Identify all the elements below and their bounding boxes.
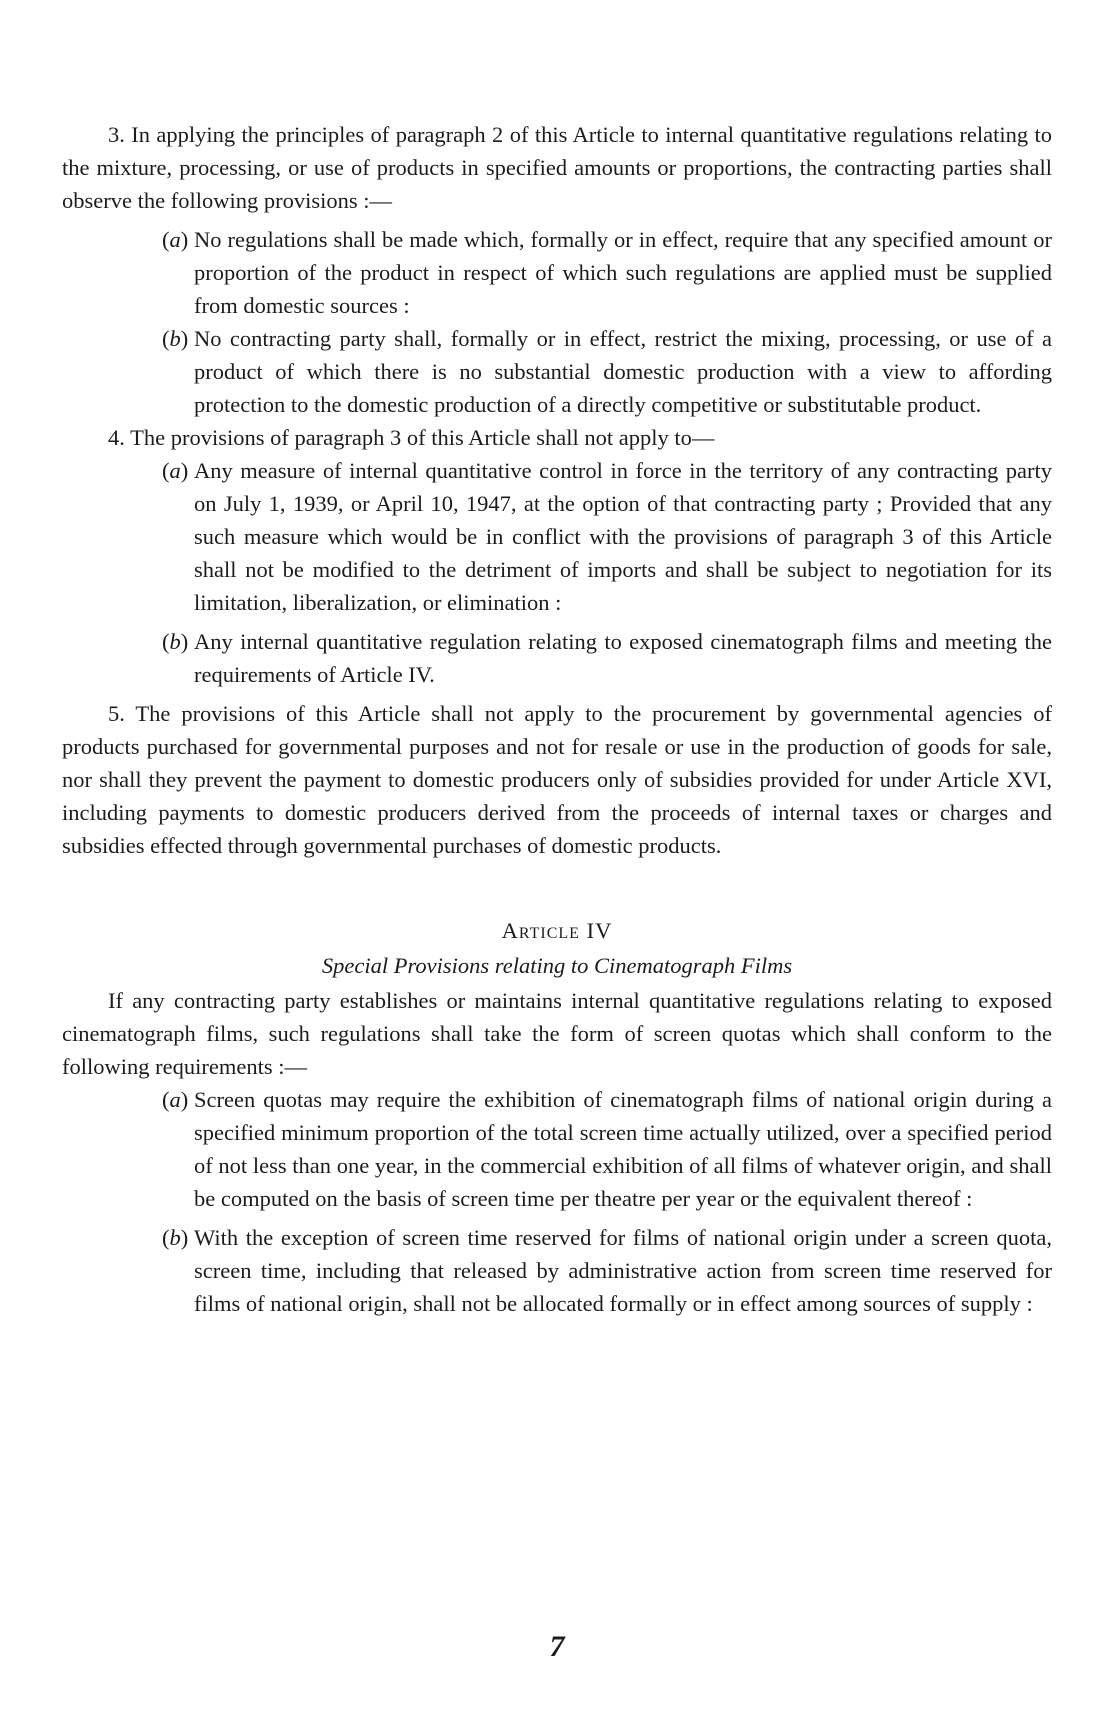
item-text: Any internal quantitative regulation relating to exposed cinematograph films and meeting the requirements of Article IV. [194,629,1052,687]
item-label: (a) [162,1087,189,1112]
paragraph-4-intro: 4. The provisions of paragraph 3 of this Article shall not apply to— [108,425,715,450]
article-heading: Article IV [501,918,613,943]
item-label: (a) [162,458,189,483]
item-text: No contracting party shall, formally or in effect, restrict the mixing, processing, or use of a product of which there is no substantial domestic production with a view to affording protection to the domestic production of a directly competitive or substitutable product. [194,326,1052,417]
article-4-item-b [62,1221,1052,1320]
paragraph-5: 5. The provisions of this Article shall not apply to the procurement by governmental agencies of products purchased for governmental purposes and not for resale or use in the production of goods for sale, nor shall they prevent the payment to domestic producers only of subsidies provided for under Article XVI, including payments to domestic producers derived from the proceeds of internal taxes or charges and subsidies effected through governmental purchases of domestic products. [62,701,1052,858]
item-text: Screen quotas may require the exhibition of cinematograph films of national origin during a specified minimum proportion of the total screen time actually utilized, over a specified period of not less than one year, in the commercial exhibition of all films of whatever origin, and shall be computed on the basis of screen time per theatre per year or the equivalent thereof : [194,1087,1052,1211]
article-4-intro: If any contracting party establishes or maintains internal quantitative regulations relating to exposed cinematograph films, such regulations shall take the form of screen quotas which shall conform to the following requirements :— [62,988,1052,1079]
document-page [62,118,1052,1320]
item-text: No regulations shall be made which, formally or in effect, require that any specified amount or proportion of the product in respect of which such regulations are applied must be supplied from domestic sources : [194,227,1052,318]
article-4-item-a [62,1083,1052,1215]
paragraph-3-item-a [62,223,1052,322]
item-label: (b) [162,629,189,654]
paragraph-4-item-b [62,625,1052,691]
item-label: (a) [162,227,189,252]
item-text: With the exception of screen time reserved for films of national origin under a screen quota, screen time, including that released by administrative action from screen time reserved for films of national origin, shall not be allocated formally or in effect among sources of supply : [194,1225,1052,1316]
page-number: 7 [549,1630,565,1663]
item-label: (b) [162,1225,189,1250]
paragraph-4-item-a [62,454,1052,619]
article-subheading: Special Provisions relating to Cinematograph Films [321,953,793,978]
item-label: (b) [162,326,189,351]
item-text: Any measure of internal quantitative control in force in the territory of any contracting party on July 1, 1939, or April 10, 1947, at the option of that contracting party ; Provided that any such measure which would be in conflict with the provisions of paragraph 3 of this Article shall not be modified to the detriment of imports and shall be subject to negotiation for its limitation, liberalization, or elimination : [194,458,1052,615]
paragraph-3-intro: 3. In applying the principles of paragraph 2 of this Article to internal quantitative regulations relating to the mixture, processing, or use of products in specified amounts or proportions, the contracting parties shall observe the following provisions :— [62,122,1052,213]
paragraph-3-item-b [62,322,1052,421]
